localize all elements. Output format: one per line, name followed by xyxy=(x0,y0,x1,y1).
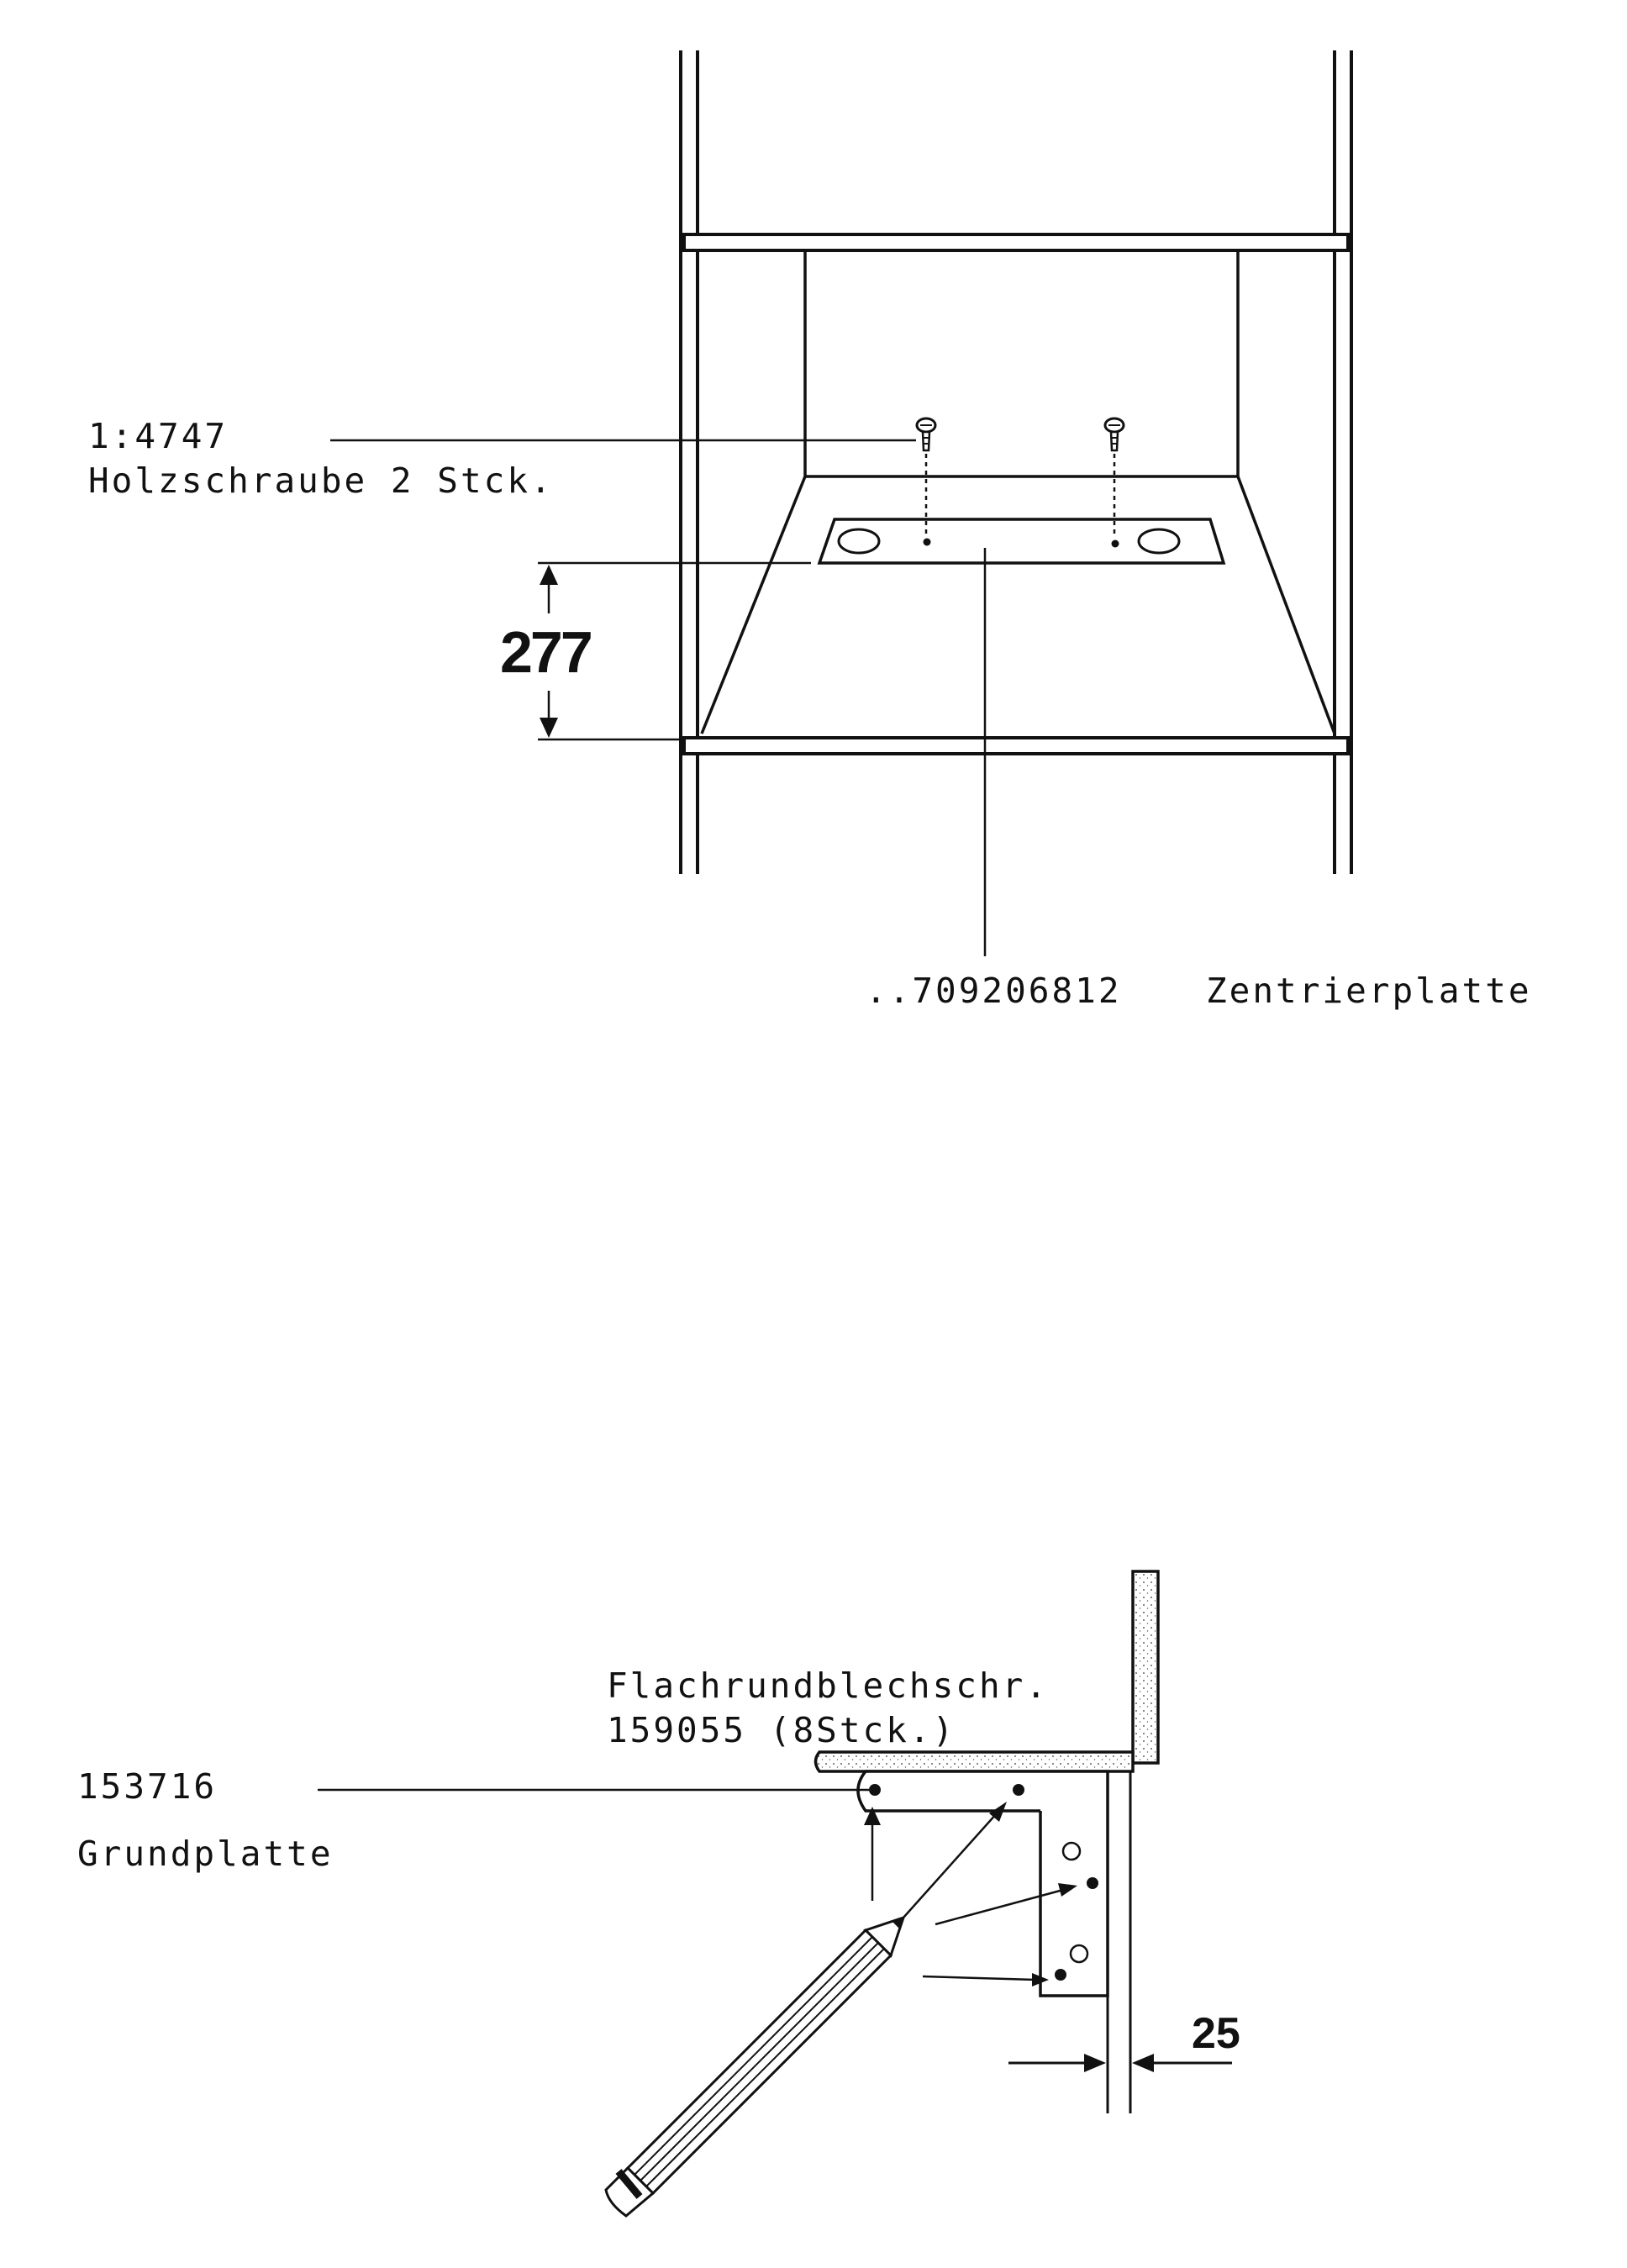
bracket-hole xyxy=(1063,1843,1080,1860)
dimension-25-label: 25 xyxy=(1192,2009,1240,2058)
cabinet-back-wall xyxy=(702,250,1335,734)
bracket-figure xyxy=(77,1571,1240,2216)
bracket-dot xyxy=(869,1784,881,1796)
bracket-dot xyxy=(1087,1877,1098,1889)
cabinet-shelves xyxy=(684,234,1348,754)
dimension-25 xyxy=(1008,2009,1240,2072)
plate-hole-left xyxy=(839,529,879,553)
plate-part-number: ..709206812 xyxy=(866,971,1122,1011)
cabinet-figure xyxy=(88,50,1532,1011)
plate-hole-right xyxy=(1139,529,1179,553)
base-part-number: 153716 xyxy=(77,1766,218,1807)
pencil-icon xyxy=(606,1918,903,2216)
screw-part-number: 1:4747 xyxy=(88,416,229,456)
centering-plate xyxy=(819,519,1224,563)
bracket-dot xyxy=(1013,1784,1024,1796)
side-wall-board xyxy=(1133,1571,1158,1763)
base-label: Grundplatte xyxy=(77,1834,334,1874)
dimension-277-label: 277 xyxy=(500,619,591,685)
plate-dot-left xyxy=(924,539,931,546)
plate-label: Zentrierplatte xyxy=(1206,971,1532,1011)
bracket-hole xyxy=(1071,1945,1087,1962)
screw-label: Holzschraube 2 Stck. xyxy=(88,460,554,501)
plate-dot-right xyxy=(1112,540,1119,548)
base-bracket xyxy=(858,1771,1108,1996)
bracket-dot xyxy=(1055,1969,1066,1981)
flat-screw-label: Flachrundblechschr. xyxy=(607,1665,1049,1706)
flat-screw-part: 159055 (8Stck.) xyxy=(607,1710,956,1750)
dimension-277 xyxy=(500,563,811,739)
top-board xyxy=(816,1752,1134,1771)
